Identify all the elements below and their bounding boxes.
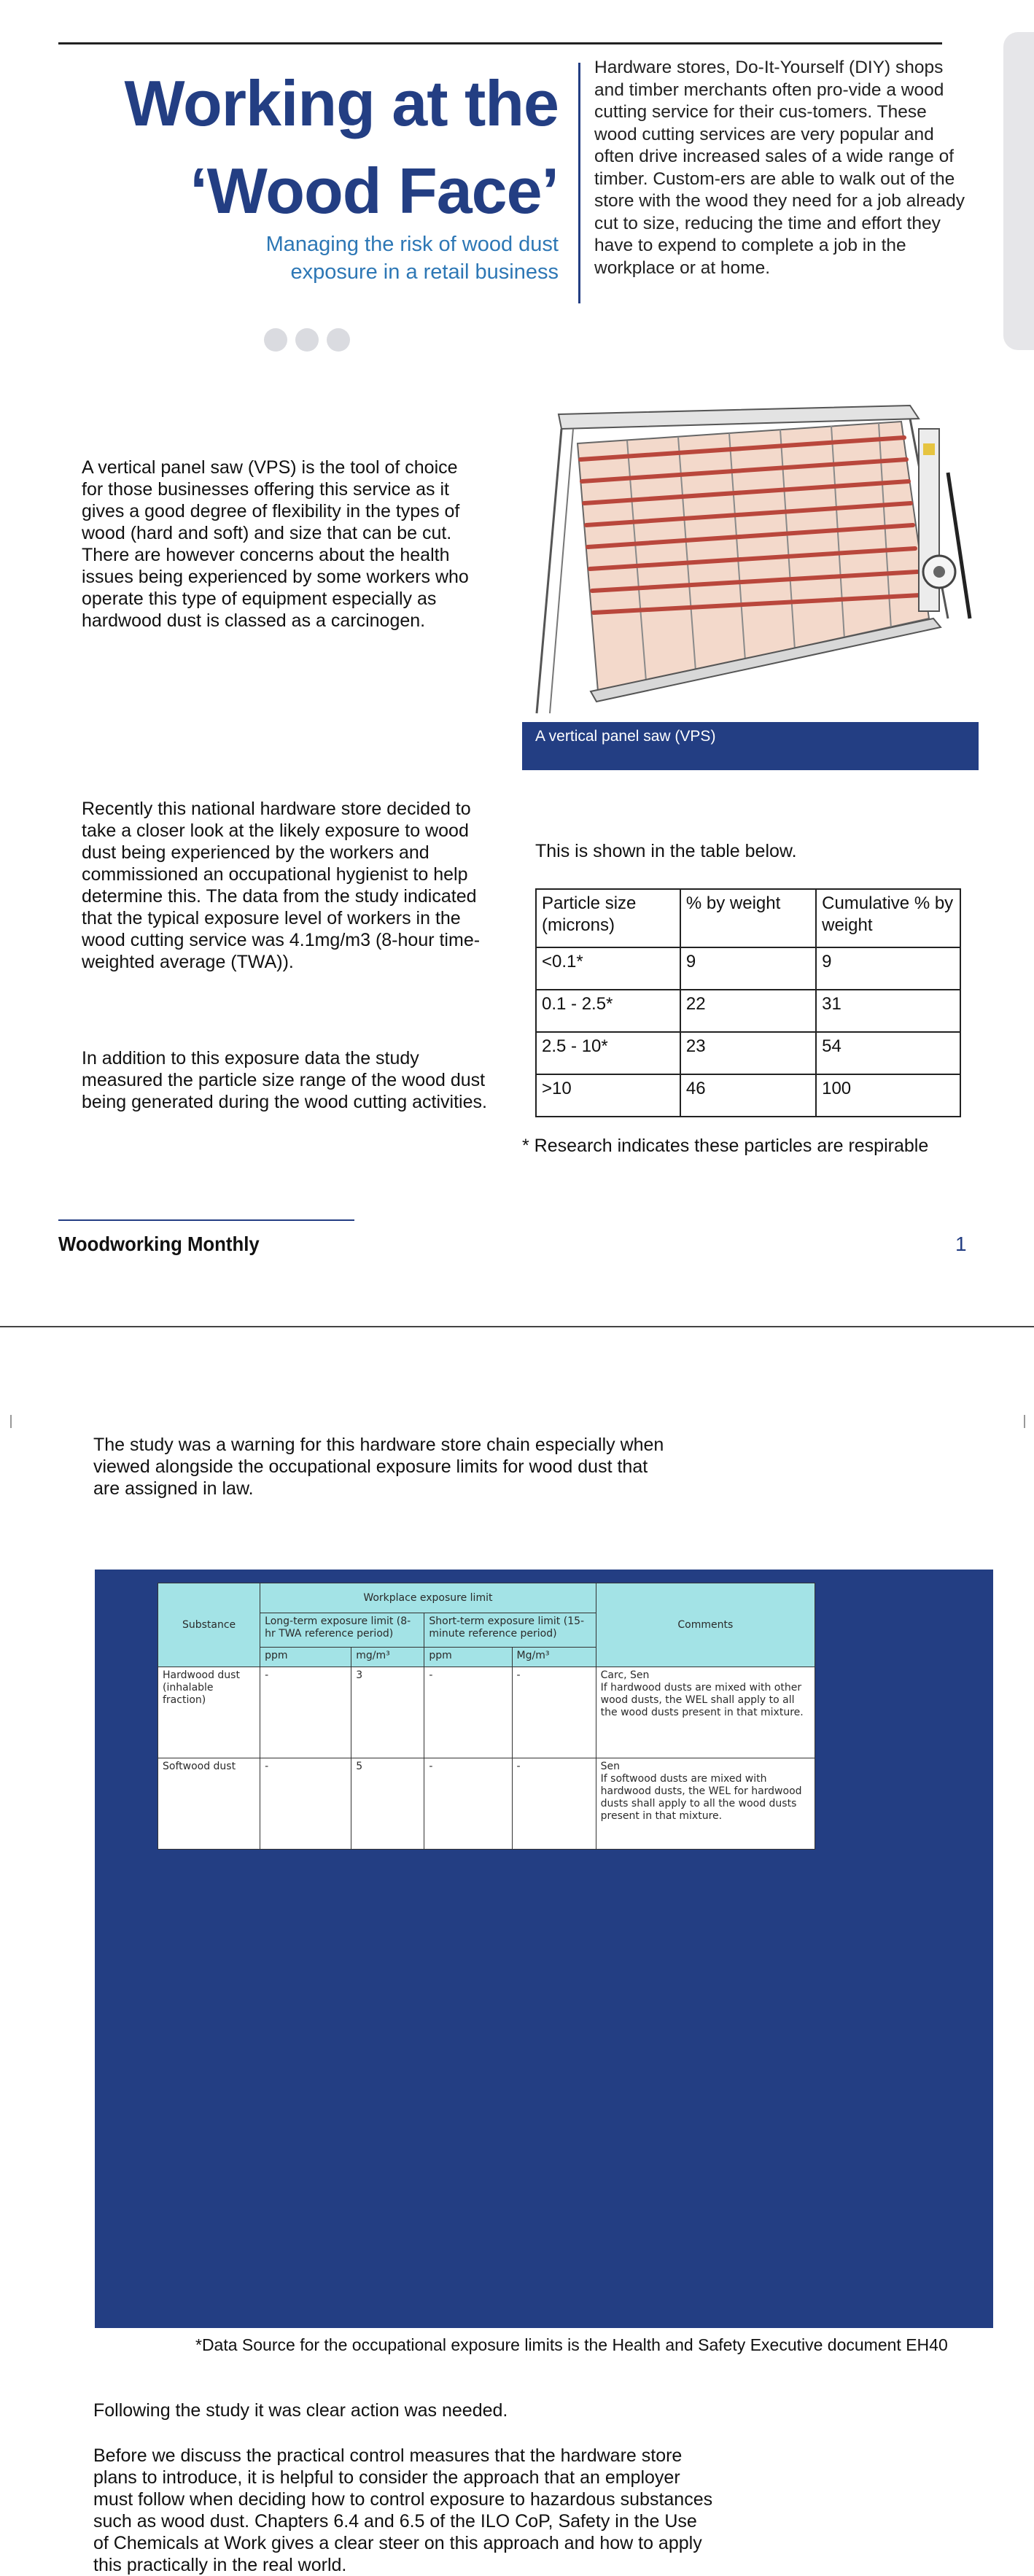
top-rule (58, 42, 942, 44)
intro-paragraph: Hardware stores, Do-It-Yourself (DIY) shops and timber merchants often pro-vide a wood cutting service for their cus-tomers. These wood cutting services are very popular and often drive increased sales of a wide range of timber. Custom-ers are able to walk out of the store with the wood they need for a job already cut to size, reducing the time and effort they have to expend to complete a job in the workplace or at home. (594, 58, 965, 278)
dot-2[interactable] (295, 328, 319, 352)
study-paragraph: Recently this national hardware store decided to take a closer look at the likely exposure to wood dust being experienced by the workers and commissioned an occupational hygienist to help determine this. The data from the study indicated that the typical exposure level of workers in the wood cutting service was 4.1mg/m3 (8-hour time-weighted average (TWA)). (82, 799, 481, 972)
saw-cable (948, 473, 970, 618)
title-line-2: ‘Wood Face’ (190, 155, 559, 227)
cell-cumulative: 54 (816, 1032, 960, 1074)
particle-paragraph: In addition to this exposure data the study measured the particle size range of the wood dust being generated during the wood cutting activities. (82, 1048, 487, 1112)
wel-short-term-header: Short-term exposure limit (15-minute reference period) (424, 1613, 596, 1648)
table-intro: This is shown in the table below. (535, 841, 797, 861)
cell-size: 0.1 - 2.5* (536, 990, 680, 1032)
subtitle-line-1: Managing the risk of wood dust (265, 233, 559, 256)
wel-st-ppm: - (424, 1667, 512, 1758)
wel-substance: Softwood dust (158, 1758, 260, 1850)
scrollbar-thumb[interactable] (1003, 32, 1034, 350)
wel-lt-ppm: - (260, 1758, 351, 1850)
header-percent-weight: % by weight (680, 889, 816, 947)
particle-size-table (535, 888, 961, 1117)
workplace-exposure-limit-table (158, 1583, 815, 1850)
wel-unit-ppm: ppm (424, 1648, 512, 1667)
publication-title: Woodworking Monthly (58, 1233, 260, 1255)
page-separator (0, 1326, 1034, 1327)
header-particle-size: Particle size (microns) (536, 889, 680, 947)
wel-st-mg: - (512, 1758, 596, 1850)
header-cumulative: Cumulative % by weight (816, 889, 960, 947)
saw-left-leg-inner (550, 429, 573, 713)
dot-1[interactable] (264, 328, 287, 352)
wel-substance: Hardwood dust (inhalable fraction) (158, 1667, 260, 1758)
left-margin-tick (10, 1415, 12, 1428)
cell-percent: 22 (680, 990, 816, 1032)
table-row (536, 1074, 960, 1117)
saw-motor-hub (933, 566, 945, 578)
title-line-1: Working at the (124, 67, 559, 139)
table-row (536, 947, 960, 990)
wel-long-term-header: Long-term exposure limit (8-hr TWA reference period) (260, 1613, 424, 1648)
article-subtitle (146, 230, 559, 286)
wel-substance-header: Substance (158, 1583, 260, 1667)
wel-comment-cell (596, 1667, 815, 1758)
page-number: 1 (955, 1233, 967, 1255)
wel-comment-tag: Sen (600, 1761, 621, 1772)
wel-comment-tag: Carc, Sen (600, 1669, 650, 1681)
cell-percent: 23 (680, 1032, 816, 1074)
wel-header-row-1 (158, 1583, 815, 1613)
cell-cumulative: 9 (816, 947, 960, 990)
wel-row-hardwood (158, 1667, 815, 1758)
cell-size: 2.5 - 10* (536, 1032, 680, 1074)
saw-yellow-label (923, 443, 935, 455)
article-title (73, 60, 559, 235)
wel-comments-header: Comments (596, 1583, 815, 1667)
action-paragraph: Following the study it was clear action was needed. (93, 2400, 508, 2421)
wel-lt-mg: 5 (351, 1758, 424, 1850)
cell-size: >10 (536, 1074, 680, 1117)
table-footnote: * Research indicates these particles are respirable (522, 1136, 929, 1156)
dot-3[interactable] (327, 328, 350, 352)
wel-lt-ppm: - (260, 1667, 351, 1758)
approach-paragraph: Before we discuss the practical control measures that the hardware store plans to introduce, it is helpful to consider the approach that an employer must follow when deciding how to control exposure to hazardous substances such as wood dust. Chapters 6.4 and 6.5 of the ILO CoP, Safety in the Use of Chemicals at Work gives a clear steer on this approach and how to apply this practically in the real world. (93, 2445, 713, 2575)
saw-left-leg (537, 429, 561, 713)
cell-cumulative: 31 (816, 990, 960, 1032)
table-row (536, 990, 960, 1032)
wel-st-mg: - (512, 1667, 596, 1758)
cell-percent: 46 (680, 1074, 816, 1117)
title-divider (578, 63, 580, 303)
wel-comment-text: If hardwood dusts are mixed with other wood dusts, the WEL shall apply to all the wood dusts present in that mixture. (600, 1682, 804, 1718)
vps-paragraph: A vertical panel saw (VPS) is the tool of choice for those businesses offering this service as it gives a good degree of flexibility in the types of wood (hard and soft) and size that can be cut. There are however concerns about the health issues being experienced by some workers who operate this type of equipment especially as hardwood dust is classed as a carcinogen. (82, 457, 469, 631)
wel-unit-mg: mg/m³ (351, 1648, 424, 1667)
data-source-note: *Data Source for the occupational exposure limits is the Health and Safety Executive document EH40 (195, 2335, 948, 2354)
subtitle-line-2: exposure in a retail business (290, 260, 559, 284)
footer-rule (58, 1219, 354, 1221)
cell-percent: 9 (680, 947, 816, 990)
wel-row-softwood (158, 1758, 815, 1850)
warning-paragraph: The study was a warning for this hardware store chain especially when viewed alongside the occupational exposure limits for wood dust that are assigned in law. (93, 1435, 664, 1499)
vertical-panel-saw-image (510, 400, 977, 721)
pagination-dots[interactable] (264, 328, 358, 355)
table-row (536, 1032, 960, 1074)
table-header-row (536, 889, 960, 947)
wel-comment-text: If softwood dusts are mixed with hardwood dusts, the WEL for hardwood dusts shall apply to all the wood dusts present in that mixture. (600, 1773, 802, 1822)
image-caption: A vertical panel saw (VPS) (522, 722, 979, 770)
wel-lt-mg: 3 (351, 1667, 424, 1758)
wel-comment-cell (596, 1758, 815, 1850)
wel-unit-mg: Mg/m³ (512, 1648, 596, 1667)
wel-unit-ppm: ppm (260, 1648, 351, 1667)
wel-group-header: Workplace exposure limit (260, 1583, 596, 1613)
right-margin-tick (1024, 1415, 1025, 1428)
cell-size: <0.1* (536, 947, 680, 990)
cell-cumulative: 100 (816, 1074, 960, 1117)
wel-st-ppm: - (424, 1758, 512, 1850)
